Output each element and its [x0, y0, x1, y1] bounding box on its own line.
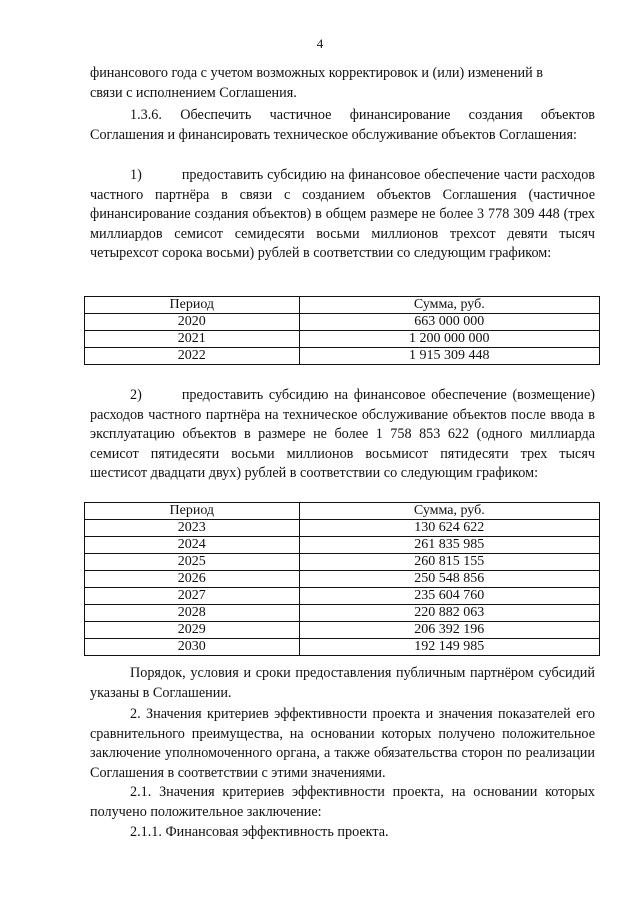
intro-line-2: связи с исполнением Соглашения.: [90, 84, 297, 101]
item-2-number: 2): [130, 387, 142, 403]
table-row: [85, 571, 600, 588]
item-2-body: предоставить субсидию на финансовое обеспечение (возмещение) расходов частного партнёра на техническое обслуживание объектов после ввода в эксплуатацию объектов в размере не более 1 758 853 622 (одного миллиарда семисот пятидесяти восьми миллионов восьмисот пятидесяти трех тысяч шестисот двадцати двух) рублей в соответствии со следующим графиком:: [90, 387, 595, 481]
procedure-paragraph: [90, 664, 595, 703]
cell-period: 2030: [85, 639, 300, 656]
cell-amount: 1 200 000 000: [299, 331, 599, 348]
item-1-text: [90, 166, 595, 264]
item-1-body: предоставить субсидию на финансовое обеспечение части расходов частного партнёра в связи с созданием объектов Соглашения (частичное финансирование создания объектов) в общем размере не более 3 778 309 448 (трех миллиардов семисот семидесяти восьми миллионов трехсот девяти тысяч четырехсот сорока восьми) рублей в соответствии со следующим графиком:: [90, 167, 595, 261]
section-2-1-1-paragraph: [90, 823, 595, 843]
cell-amount: 235 604 760: [299, 588, 599, 605]
item-2-text: [90, 386, 595, 484]
page-number: 4: [316, 36, 324, 51]
header-period: Период: [85, 503, 300, 520]
cell-amount: 192 149 985: [299, 639, 599, 656]
clause-1-3-6: [90, 106, 595, 145]
intro-paragraph: [90, 64, 595, 103]
item-1: [90, 166, 595, 264]
cell-period: 2024: [85, 537, 300, 554]
intro-line-1-text: финансового года с учетом возможных корректировок и (или) изменений в: [90, 65, 543, 81]
table-header-row: [85, 297, 600, 314]
table-row: [85, 537, 600, 554]
procedure-text: Порядок, условия и сроки предоставления публичным партнёром субсидий указаны в Соглашении.: [90, 665, 595, 701]
cell-amount: 130 624 622: [299, 520, 599, 537]
section-2-1-1-text: 2.1.1. Финансовая эффективность проекта.: [130, 824, 389, 840]
item-1-number: 1): [130, 167, 142, 183]
cell-amount: 220 882 063: [299, 605, 599, 622]
section-2-paragraph: [90, 705, 595, 783]
table-row: [85, 348, 600, 365]
table-row: [85, 588, 600, 605]
section-2-text: 2. Значения критериев эффективности проекта и значения показателей его сравнительного преимущества, на основании которых получено положительное заключение уполномоченного органа, а также обязательства сторон по реализации Соглашения в соответствии с этими значениями.: [90, 706, 595, 781]
cell-period: 2027: [85, 588, 300, 605]
cell-period: 2021: [85, 331, 300, 348]
clause-1-3-6-text: 1.3.6. Обеспечить частичное финансирование создания объектов Соглашения и финансировать техническое обслуживание объектов Соглашения:: [90, 107, 595, 143]
header-amount: Сумма, руб.: [299, 503, 599, 520]
cell-period: 2028: [85, 605, 300, 622]
table-row: [85, 520, 600, 537]
header-amount: Сумма, руб.: [299, 297, 599, 314]
cell-amount: 1 915 309 448: [299, 348, 599, 365]
table-row: [85, 639, 600, 656]
table-row: [85, 331, 600, 348]
intro-line-1: [90, 64, 595, 84]
section-2-1-paragraph: [90, 783, 595, 822]
table-row: [85, 314, 600, 331]
cell-amount: 261 835 985: [299, 537, 599, 554]
cell-period: 2025: [85, 554, 300, 571]
item-2: [90, 386, 595, 484]
table-row: [85, 554, 600, 571]
cell-amount: 250 548 856: [299, 571, 599, 588]
table-row: [85, 605, 600, 622]
cell-amount: 663 000 000: [299, 314, 599, 331]
schedule-table-1: [84, 296, 600, 365]
cell-amount: 206 392 196: [299, 622, 599, 639]
header-period: Период: [85, 297, 300, 314]
cell-period: 2020: [85, 314, 300, 331]
cell-period: 2029: [85, 622, 300, 639]
cell-amount: 260 815 155: [299, 554, 599, 571]
cell-period: 2023: [85, 520, 300, 537]
table-header-row: [85, 503, 600, 520]
section-2-1-text: 2.1. Значения критериев эффективности проекта, на основании которых получено положительное заключение:: [90, 784, 595, 820]
cell-period: 2022: [85, 348, 300, 365]
schedule-table-2: [84, 502, 600, 656]
table-row: [85, 622, 600, 639]
cell-period: 2026: [85, 571, 300, 588]
